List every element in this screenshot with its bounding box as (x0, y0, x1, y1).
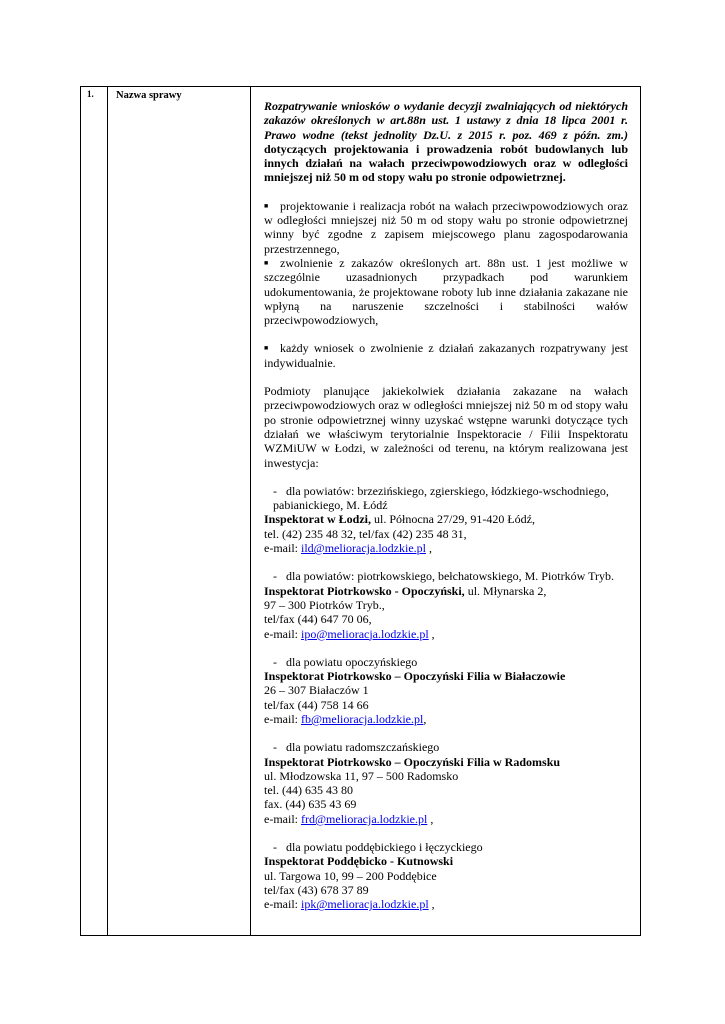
office-email-line: e-mail: fb@melioracja.lodzkie.pl, (264, 711, 427, 726)
office-block-radomsko (264, 740, 628, 826)
row-label: Nazwa sprawy (116, 90, 182, 101)
email-link[interactable]: ipo@melioracja.lodzkie.pl (300, 626, 429, 641)
office-address: ul. Targowa 10, 99 – 200 Poddębice (264, 868, 437, 883)
dash-icon: - (273, 483, 277, 498)
office-email-line: e-mail: ipk@melioracja.lodzkie.pl , (264, 897, 435, 912)
office-name-line: Inspektorat Piotrkowsko - Opoczyński, ul. Młynarska 2, (264, 583, 547, 598)
square-bullet-icon: ■ (264, 344, 269, 353)
office-scope: - dla powiatu opoczyńskiego (264, 655, 628, 669)
office-block-lodz (264, 484, 628, 555)
office-scope: - dla powiatu poddębickiego i łęczyckiego (264, 840, 628, 854)
office-phone: tel/fax (44) 758 14 66 (264, 697, 369, 712)
bullet-item: ■ każdy wniosek o zwolnienie z działań zakazanych rozpatrywany jest indywidualnie. (264, 341, 628, 370)
office-email-line: e-mail: frd@melioracja.lodzkie.pl , (264, 811, 434, 826)
office-address: ul. Młodzowska 11, 97 – 500 Radomsko (264, 768, 459, 783)
office-scope: - dla powiatów: brzezińskiego, zgierskiego, łódzkiego-wschodniego, (264, 484, 628, 498)
office-phone: tel/fax (44) 647 70 06, (264, 612, 372, 627)
intro-paragraph (264, 99, 628, 185)
row-content (264, 99, 628, 912)
office-address: 26 – 307 Białaczów 1 (264, 683, 369, 698)
square-bullet-icon: ■ (264, 201, 269, 210)
office-name: Inspektorat Piotrkowsko – Opoczyński Filia w Radomsku (264, 754, 561, 769)
office-fax: fax. (44) 635 43 69 (264, 797, 357, 812)
intro-bold-text: dotyczących projektowania i prowadzenia robót budowlanych lub innych działań na wałach przeciwpowodziowych oraz w odległości mniejszej niż 50 m od stopy wału po stronie odpowietrznej. (264, 141, 628, 185)
office-name: Inspektorat Poddębicko - Kutnowski (264, 854, 454, 869)
square-bullet-icon: ■ (264, 258, 269, 267)
dash-icon: - (273, 569, 277, 584)
office-scope-continued: pabianickiego, M. Łódź (273, 498, 388, 513)
office-name-line: Inspektorat w Łodzi, ul. Północna 27/29, 91-420 Łódź, (264, 512, 535, 527)
dash-icon: - (273, 740, 277, 755)
email-link[interactable]: ipk@melioracja.lodzkie.pl (300, 897, 429, 912)
office-phone: tel/fax (43) 678 37 89 (264, 882, 369, 897)
office-block-piotrkow (264, 569, 628, 640)
office-block-bialaczow (264, 655, 628, 726)
office-phone: tel. (44) 635 43 80 (264, 783, 353, 798)
document-table (80, 86, 641, 936)
info-paragraph: Podmioty planujące jakiekolwiek działania zakazane na wałach przeciwpowodziowych oraz w odległości mniejszej niż 50 m od stopy wału po stronie odpowietrznej winny uzyskać wstępne warunki dotyczące tych działań we właściwym terytorialnie Inspektoracie / Filii Inspektoratu WZMiUW w Łodzi, w zależności od terenu, na którym realizowana jest inwestycja: (264, 384, 628, 470)
office-scope: - dla powiatu radomszczańskiego (264, 740, 628, 754)
office-email-line: e-mail: ipo@melioracja.lodzkie.pl , (264, 626, 435, 641)
bullet-item: ■ projektowanie i realizacja robót na wałach przeciwpowodziowych oraz w odległości mniejszej niż 50 m od stopy wału po stronie odpowietrznej winny być zgodne z zapisem miejscowego planu zagospodarowania przestrzennego, (264, 198, 628, 256)
email-link[interactable]: fb@melioracja.lodzkie.pl (300, 711, 424, 726)
dash-icon: - (273, 654, 277, 669)
email-link[interactable]: frd@melioracja.lodzkie.pl (300, 811, 428, 826)
office-scope: - dla powiatów: piotrkowskiego, bełchatowskiego, M. Piotrków Tryb. (264, 569, 628, 583)
row-number: 1. (87, 89, 94, 99)
office-phone: tel. (42) 235 48 32, tel/fax (42) 235 48 31, (264, 526, 467, 541)
office-name: Inspektorat Piotrkowsko – Opoczyński Filia w Białaczowie (264, 669, 566, 684)
office-address: 97 – 300 Piotrków Tryb., (264, 597, 385, 612)
intro-italic-text: Rozpatrywanie wniosków o wydanie decyzji zwalniających od niektórych zakazów określonych w art.88n ust. 1 ustawy z dnia 18 lipca 2001 r. Prawo wodne (tekst jednolity Dz.U. z 2015 r. poz. 469 z późn. zm.) (264, 99, 628, 142)
column-divider (107, 87, 108, 935)
email-link[interactable]: ild@melioracja.lodzkie.pl (300, 541, 426, 556)
dash-icon: - (273, 840, 277, 855)
office-email-line: e-mail: ild@melioracja.lodzkie.pl , (264, 541, 432, 556)
bullet-item: ■ zwolnienie z zakazów określonych art. 88n ust. 1 jest możliwe w szczególnie uzasadnionych przypadkach pod warunkiem udokumentowania, że projektowane roboty lub inne działania zakazane nie wpłyną na naruszenie szczelności i stabilności wałów przeciwpowodziowych, (264, 255, 628, 328)
column-divider (250, 87, 251, 935)
office-block-poddebice (264, 840, 628, 911)
